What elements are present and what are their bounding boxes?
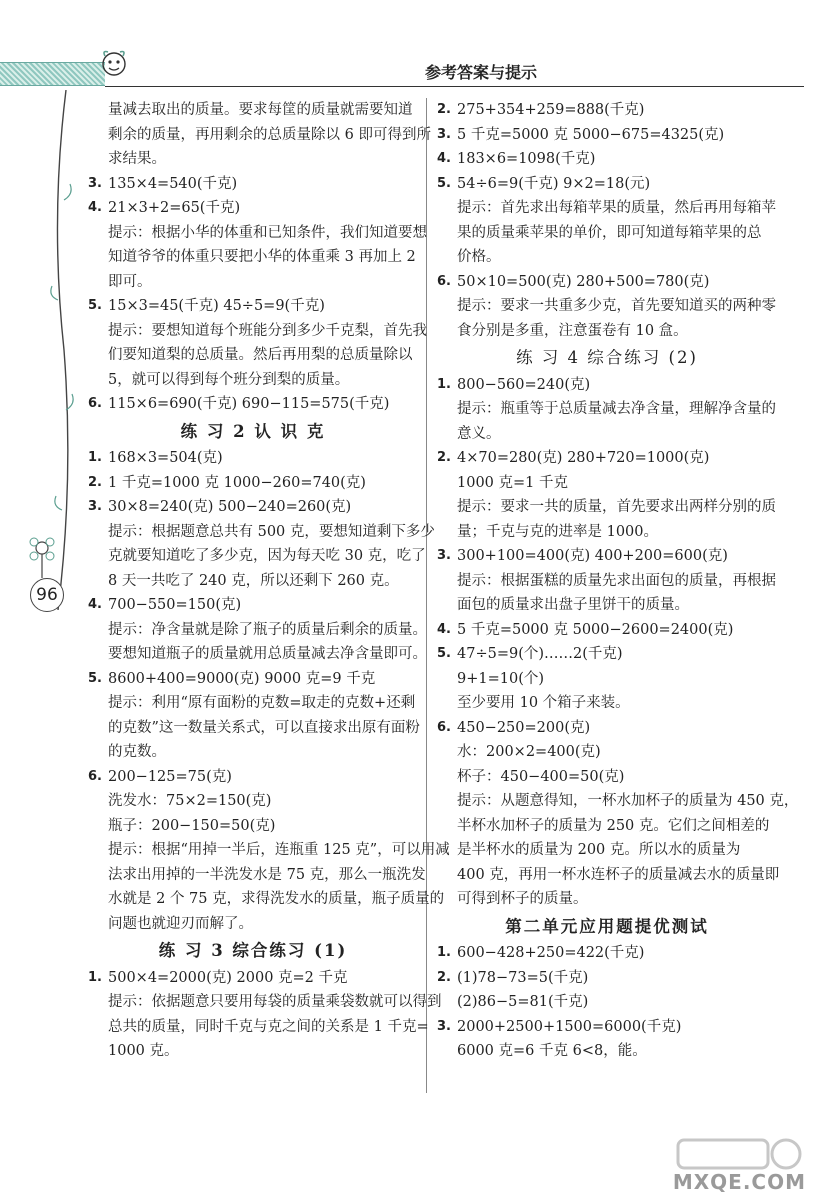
list-item — [88, 294, 427, 392]
text-line: 的克数。 — [108, 744, 166, 760]
text-line: 600−428+250=422(千克) — [457, 945, 645, 961]
text-line: 水：200×2=400(克) — [457, 744, 601, 760]
text-line: 1 千克=1000 克 1000−260=740(克) — [108, 474, 366, 491]
text-line: 300+100=400(克) 400+200=600(克) — [457, 548, 728, 564]
item-number: 1. — [437, 376, 451, 392]
item-number: 5. — [437, 646, 451, 661]
text-line: 果的质量乘苹果的单价，即可知道每箱苹果的总 — [457, 224, 762, 241]
list-item — [437, 544, 777, 618]
section-title: 练 习 2 认 识 克 — [180, 421, 326, 441]
text-line: (1)78−73=5(千克) — [457, 969, 589, 986]
list-item — [88, 172, 418, 197]
item-number: 5. — [88, 670, 102, 686]
text-line: 剩余的质量，再用剩余的总质量除以 6 即可得到所 — [108, 126, 431, 143]
list-item — [437, 270, 777, 344]
section-title: 练 习 3 综合练习 (1) — [158, 941, 348, 960]
text-line: 量；千克与克的进率是 1000。 — [457, 523, 659, 540]
item-number: 1. — [88, 969, 102, 985]
text-line: 提示：依据题意只要用每袋的质量乘袋数就可以得到 — [108, 994, 442, 1010]
item-number: 3. — [437, 1018, 451, 1034]
text-line: 1000 克=1 千克 — [457, 474, 568, 491]
list-item — [437, 1015, 777, 1064]
text-line: 提示：利用“原有面粉的克数=取走的克数+还剩 — [108, 695, 416, 711]
item-number: 6. — [88, 396, 102, 411]
list-item — [88, 667, 418, 765]
text-line: 提示：瓶重等于总质量减去净含量，理解净含量的 — [457, 401, 776, 417]
text-line: 54÷6=9(千克) 9×2=18(元) — [457, 175, 651, 192]
text-line: 50×10=500(克) 280+500=780(克) — [457, 273, 710, 290]
list-item — [437, 941, 777, 966]
list-item — [88, 471, 418, 496]
list-item — [437, 446, 777, 544]
item-number: 1. — [437, 945, 451, 960]
item-number: 3. — [88, 175, 102, 191]
header-decorative-band — [0, 62, 105, 86]
text-line: 面包的质量求出盘子里饼干的质量。 — [457, 597, 689, 613]
text-line: 知道爷爷的体重只要把小华的体重乘 3 再加上 2 — [108, 249, 416, 265]
text-line: 提示：根据小华的体重和已知条件，我们知道要想 — [108, 224, 427, 241]
text-line: 1000 克。 — [108, 1043, 179, 1059]
item-number: 5. — [88, 298, 102, 313]
item-number: 3. — [437, 548, 451, 563]
text-line: 价格。 — [457, 249, 501, 265]
list-item — [437, 966, 777, 1015]
page-header-title: 参考答案与提示 — [424, 63, 537, 82]
text-line: 5 千克=5000 克 5000−675=4325(克) — [457, 126, 725, 143]
text-line: 47÷5=9(个)……2(千克) — [457, 646, 623, 662]
item-number: 2. — [88, 474, 102, 490]
text-line: 是半杯水的质量为 200 克。所以水的质量为 — [457, 842, 741, 858]
text-line: 500×4=2000(克) 2000 克=2 千克 — [108, 969, 348, 986]
list-item — [88, 196, 427, 294]
text-line: 450−250=200(克) — [457, 719, 591, 736]
text-line: 的克数”这一数量关系式，可以直接求出原有面粉 — [108, 719, 420, 736]
text-line: 意义。 — [457, 425, 501, 442]
text-line: 可得到杯子的质量。 — [457, 891, 588, 907]
item-number: 3. — [88, 499, 102, 514]
item-number: 4. — [88, 200, 102, 215]
list-item — [437, 373, 777, 447]
list-item — [88, 392, 418, 417]
section-title: 练 习 4 综合练习 (2) — [516, 348, 698, 367]
item-number: 6. — [437, 719, 451, 735]
text-line: 15×3=45(千克) 45÷5=9(千克) — [108, 298, 325, 314]
text-line: 21×3+2=65(千克) — [108, 200, 241, 216]
text-line: 9+1=10(个) — [457, 670, 545, 687]
text-line: 2000+2500+1500=6000(千克) — [457, 1018, 682, 1035]
text-line: 至少要用 10 个箱子来装。 — [457, 695, 630, 711]
text-line: 200−125=75(克) — [108, 768, 232, 785]
text-line: 8600+400=9000(克) 9000 克=9 千克 — [108, 670, 376, 687]
text-line: 115×6=690(千克) 690−115=575(千克) — [108, 396, 390, 412]
text-line: 183×6=1098(千克) — [457, 151, 596, 167]
right-column — [437, 98, 799, 1064]
item-number: 4. — [88, 597, 102, 612]
text-line: 提示：要求一共的质量，首先要求出两样分别的质 — [457, 499, 776, 515]
list-item — [88, 495, 435, 593]
list-item — [437, 172, 777, 270]
text-line: 30×8=240(克) 500−240=260(克) — [108, 499, 352, 515]
text-line: 提示：净含量就是除了瓶子的质量后剩余的质量。 — [108, 621, 427, 638]
text-line: 提示：首先求出每箱苹果的质量，然后再用每箱苹 — [457, 200, 776, 216]
text-line: 求结果。 — [108, 151, 166, 167]
list-item — [437, 98, 777, 123]
text-line: 4×70=280(克) 280+720=1000(克) — [457, 450, 710, 466]
text-line: 275+354+259=888(千克) — [457, 102, 645, 118]
list-item — [88, 966, 442, 1064]
text-line: 700−550=150(克) — [108, 597, 242, 613]
text-line: 提示：根据题意总共有 500 克，要想知道剩下多少 — [108, 523, 435, 540]
text-line: 135×4=540(千克) — [108, 175, 238, 192]
header-rule — [105, 86, 804, 87]
text-line: 8 天一共吃了 240 克，所以还剩下 260 克。 — [108, 572, 399, 589]
text-line: 洗发水：75×2=150(克) — [108, 793, 272, 809]
text-line: 提示：从题意得知，一杯水加杯子的质量为 450 克， — [457, 793, 799, 809]
mascot-icon — [96, 46, 132, 82]
page-number: 96 — [30, 578, 64, 612]
list-item — [88, 765, 450, 937]
list-item — [437, 642, 777, 716]
text-line: 要想知道瓶子的质量就用总质量减去净含量即可。 — [108, 646, 427, 662]
text-line: 提示：要想知道每个班能分到多少千克梨，首先我 — [108, 322, 427, 339]
item-number: 4. — [437, 621, 451, 637]
text-line: 问题也就迎刃而解了。 — [108, 915, 253, 932]
text-line: 食分别是多重，注意蛋卷有 10 盒。 — [457, 322, 688, 339]
text-line: 水就是 2 个 75 克，求得洗发水的质量，瓶子质量的 — [108, 891, 445, 907]
text-line: 半杯水加杯子的质量为 250 克。它们之间相差的 — [457, 817, 770, 834]
item-number: 3. — [437, 126, 451, 142]
watermark-text: MXQE.COM — [672, 1170, 806, 1194]
text-line: 5，就可以得到每个班分到梨的质量。 — [108, 371, 350, 388]
item-number: 5. — [437, 175, 451, 191]
text-line: (2)86−5=81(千克) — [457, 994, 589, 1010]
text-line: 量减去取出的质量。要求每筐的质量就需要知道 — [108, 102, 413, 118]
text-line: 168×3=504(克) — [108, 450, 223, 466]
list-item-continuation — [88, 98, 431, 172]
text-line: 杯子：450−400=50(克) — [457, 768, 625, 785]
list-item — [437, 123, 777, 148]
text-line: 克就要知道吃了多少克，因为每天吃 30 克，吃了 — [108, 548, 426, 564]
item-number: 4. — [437, 151, 451, 166]
text-line: 提示：根据“用掉一半后，连瓶重 125 克”，可以用减 — [108, 842, 450, 858]
item-number: 2. — [437, 969, 451, 985]
text-line: 提示：根据蛋糕的质量先求出面包的质量，再根据 — [457, 572, 776, 589]
flower-decoration-icon — [22, 530, 62, 580]
text-line: 瓶子：200−150=50(克) — [108, 817, 276, 834]
text-line: 法求出用掉的一半洗发水是 75 克，那么一瓶洗发 — [108, 866, 426, 883]
item-number: 2. — [437, 102, 451, 117]
item-number: 2. — [437, 450, 451, 465]
text-line: 800−560=240(克) — [457, 376, 591, 393]
list-item — [88, 446, 418, 471]
text-line: 总共的质量，同时千克与克之间的关系是 1 千克= — [108, 1018, 429, 1035]
text-line: 们要知道梨的总质量。然后再用梨的总质量除以 — [108, 347, 413, 363]
text-line: 即可。 — [108, 273, 152, 290]
list-item — [437, 716, 799, 912]
column-divider — [426, 98, 427, 1093]
list-item — [437, 618, 777, 643]
item-number: 1. — [88, 450, 102, 465]
list-item — [437, 147, 777, 172]
left-column — [88, 98, 450, 1064]
list-item — [88, 593, 427, 667]
text-line: 400 克，再用一杯水连杯子的质量减去水的质量即 — [457, 866, 780, 883]
item-number: 6. — [437, 273, 451, 289]
section-title: 第二单元应用题提优测试 — [505, 916, 709, 936]
item-number: 6. — [88, 768, 102, 784]
text-line: 6000 克=6 千克 6<8，能。 — [457, 1043, 647, 1059]
text-line: 5 千克=5000 克 5000−2600=2400(克) — [457, 621, 734, 638]
text-line: 提示：要求一共重多少克，首先要知道买的两种零 — [457, 298, 776, 314]
